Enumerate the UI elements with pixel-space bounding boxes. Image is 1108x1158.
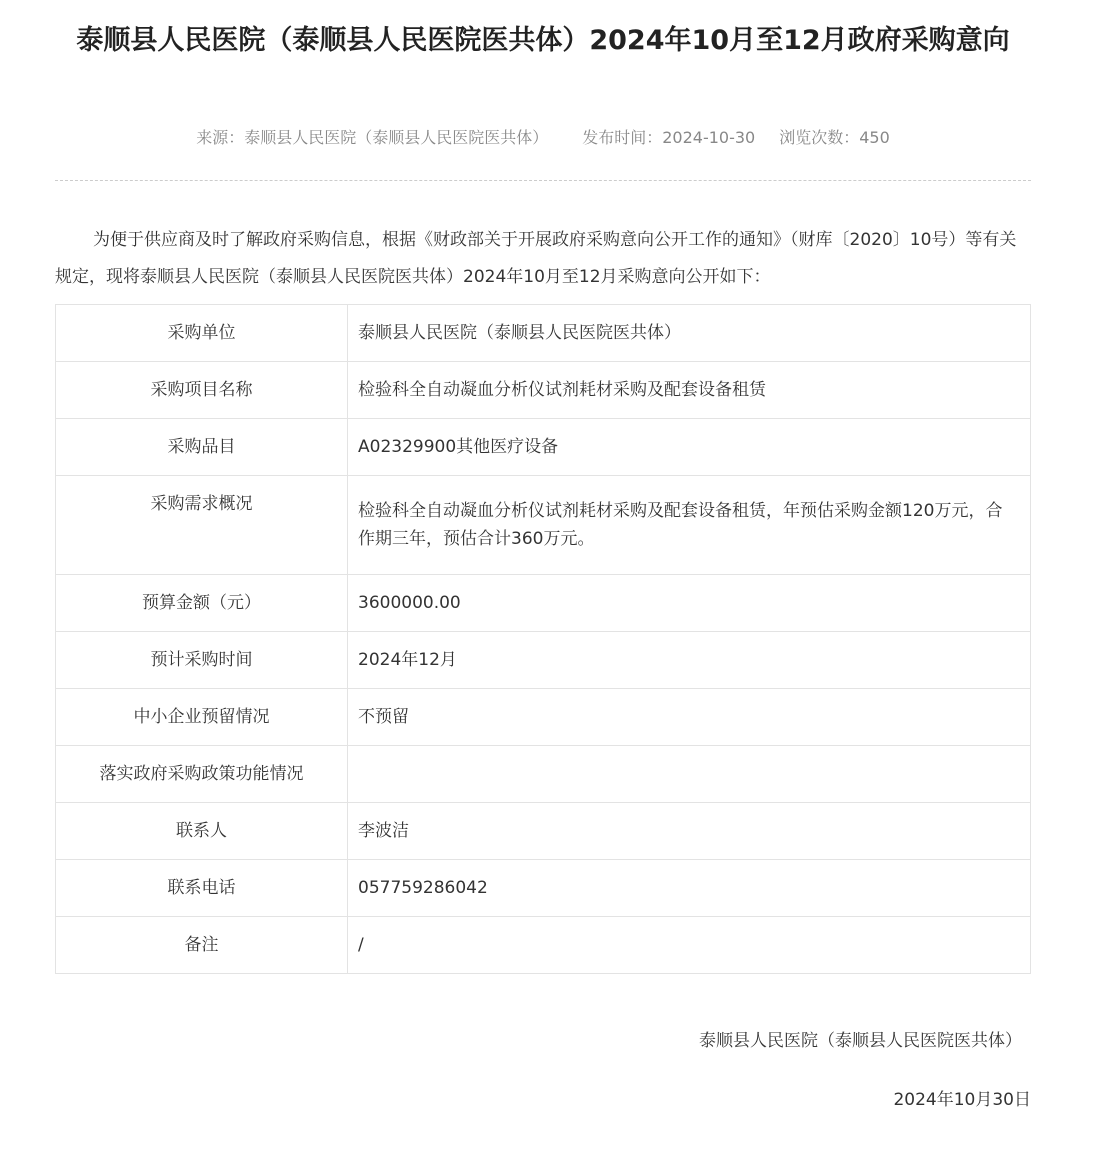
row-label: 落实政府采购政策功能情况 [56, 746, 348, 803]
table-row [56, 362, 1031, 419]
table-row [56, 575, 1031, 632]
meta-divider [55, 180, 1031, 181]
table-row [56, 803, 1031, 860]
table-row [56, 476, 1031, 575]
table-row [56, 917, 1031, 974]
table-row [56, 689, 1031, 746]
row-value: 李波洁 [348, 803, 1031, 860]
meta-views: 浏览次数：450 [779, 128, 890, 147]
row-value: 不预留 [348, 689, 1031, 746]
row-label: 采购需求概况 [56, 476, 348, 575]
row-value: 057759286042 [348, 860, 1031, 917]
row-value [348, 746, 1031, 803]
table-row [56, 305, 1031, 362]
row-value: 2024年12月 [348, 632, 1031, 689]
row-value: 3600000.00 [348, 575, 1031, 632]
signature-date: 2024年10月30日 [893, 1090, 1031, 1110]
table-row [56, 632, 1031, 689]
intro-paragraph: 为便于供应商及时了解政府采购信息，根据《财政部关于开展政府采购意向公开工作的通知》（财库〔2020〕10号）等有关规定，现将泰顺县人民医院（泰顺县人民医院医共体）2024年10月至12月采购意向公开如下： [55, 230, 1017, 287]
table-row [56, 419, 1031, 476]
row-label: 中小企业预留情况 [56, 689, 348, 746]
row-value: / [348, 917, 1031, 974]
article-meta [55, 126, 1031, 150]
row-value: A02329900其他医疗设备 [348, 419, 1031, 476]
row-label: 采购项目名称 [56, 362, 348, 419]
article-title: 泰顺县人民医院（泰顺县人民医院医共体）2024年10月至12月政府采购意向 [76, 25, 1010, 56]
table-row [56, 746, 1031, 803]
row-label: 采购品目 [56, 419, 348, 476]
row-label: 联系人 [56, 803, 348, 860]
meta-publish-time: 发布时间：2024-10-30 [582, 128, 756, 147]
row-value: 泰顺县人民医院（泰顺县人民医院医共体） [348, 305, 1031, 362]
row-label: 备注 [56, 917, 348, 974]
row-label: 预计采购时间 [56, 632, 348, 689]
procurement-table [55, 304, 1031, 974]
row-value: 检验科全自动凝血分析仪试剂耗材采购及配套设备租赁 [348, 362, 1031, 419]
row-value: 检验科全自动凝血分析仪试剂耗材采购及配套设备租赁，年预估采购金额120万元，合作期三年，预估合计360万元。 [348, 476, 1031, 575]
row-label: 预算金额（元） [56, 575, 348, 632]
signature-organization: 泰顺县人民医院（泰顺县人民医院医共体） [699, 1031, 1022, 1051]
row-label: 采购单位 [56, 305, 348, 362]
meta-source: 来源：泰顺县人民医院（泰顺县人民医院医共体） [196, 128, 549, 147]
row-label: 联系电话 [56, 860, 348, 917]
table-row [56, 860, 1031, 917]
